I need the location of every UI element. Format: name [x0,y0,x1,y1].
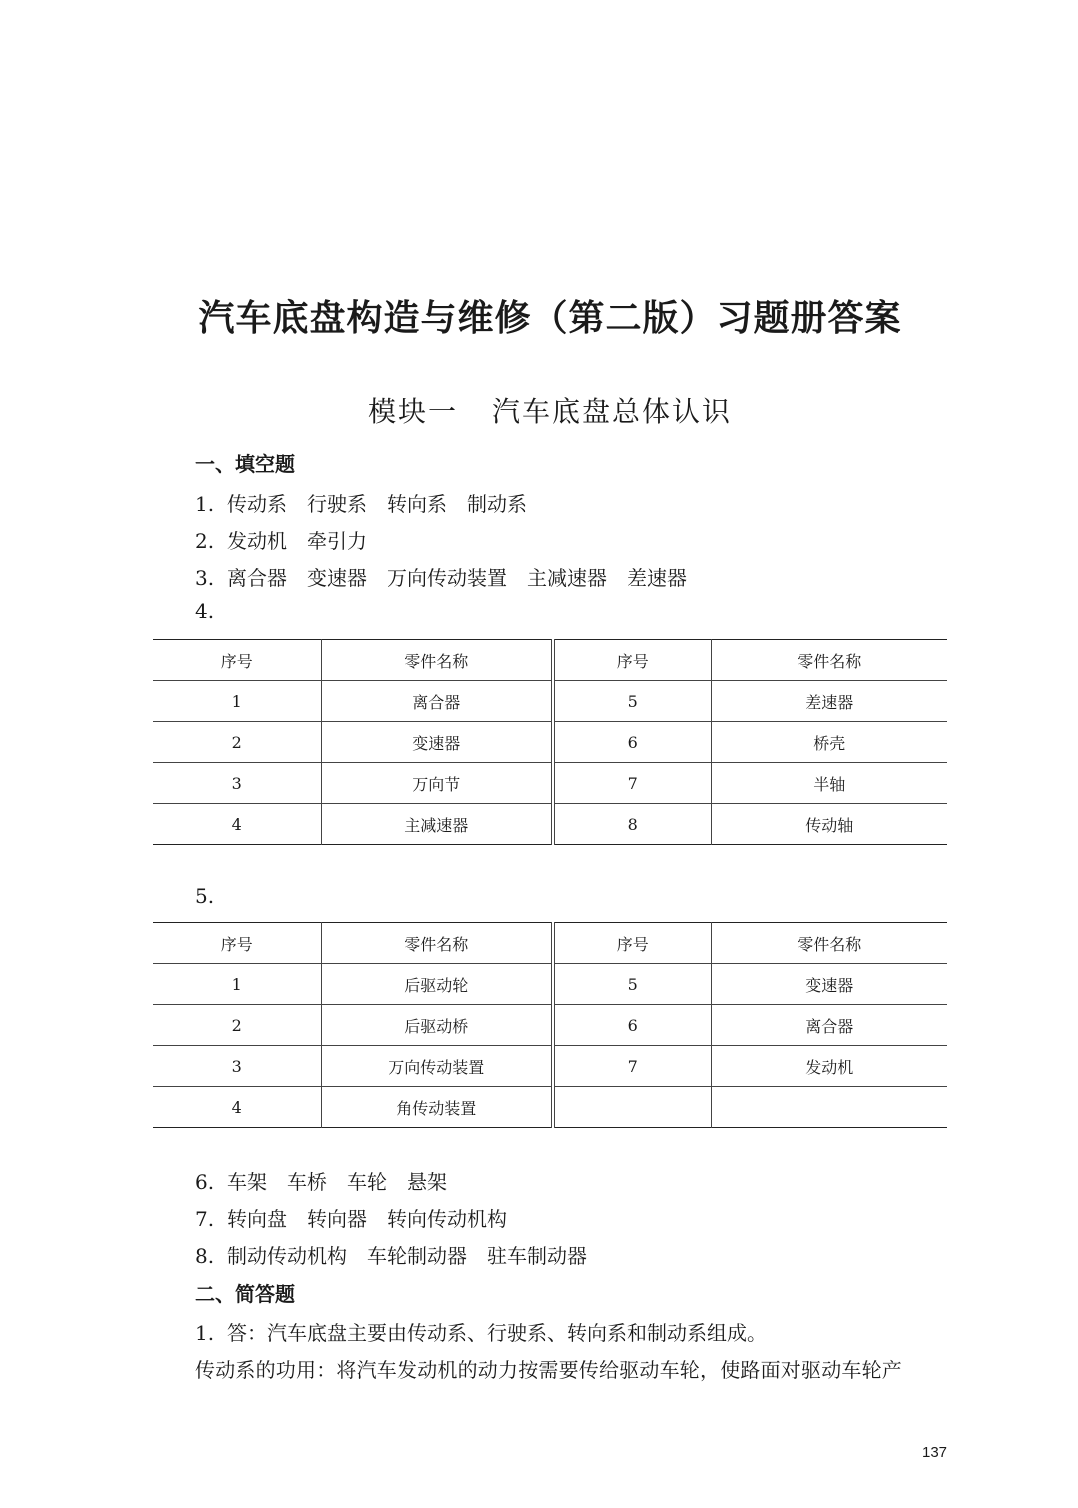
answer-term: 差速器 [627,566,687,590]
table-cell: 2 [153,1005,321,1046]
answer-line-6 [195,1166,467,1195]
table-cell: 4 [153,804,321,845]
header-cell: 零件名称 [321,640,553,681]
table-cell: 发动机 [711,1046,947,1087]
answer-line-5 [195,884,227,908]
answer-line-1 [195,488,547,517]
header-cell: 序号 [553,923,711,964]
answer-term: 离合器 [227,566,287,590]
item-number: 7. [195,1207,215,1231]
table-row [153,763,947,804]
header-cell: 序号 [553,640,711,681]
module-name: 汽车底盘总体认识 [492,395,733,428]
table-cell: 离合器 [711,1005,947,1046]
table-row [153,1087,947,1128]
module-title [0,390,1078,430]
table-cell: 主减速器 [321,804,553,845]
answer-line-3 [195,562,707,591]
table-cell: 传动轴 [805,815,854,835]
answer-term: 转向传动机构 [387,1207,507,1231]
table-cell [711,1087,947,1128]
table-cell: 7 [553,763,711,804]
answer-term: 车轮 [347,1170,387,1194]
item-number: 1. [195,492,215,516]
answer-term: 转向盘 [227,1207,287,1231]
table-cell: 差速器 [711,681,947,722]
answer-term: 驻车制动器 [487,1244,587,1268]
item-number: 4. [195,599,215,623]
table-cell: 后驱动桥 [321,1005,553,1046]
item-number: 1. [195,1321,215,1345]
table-cell: 1 [153,964,321,1005]
table-cell: 万向传动装置 [321,1046,553,1087]
parts-table-4 [153,639,947,845]
table-cell: 2 [153,722,321,763]
table-cell: 5 [553,681,711,722]
table-cell: 万向节 [321,763,553,804]
item-number: 2. [195,529,215,553]
short-answer-1-continued: 传动系的功用：将汽车发动机的动力按需要传给驱动车轮，使路面对驱动车轮产 [195,1358,902,1382]
header-cell: 零件名称 [321,923,553,964]
table-cell: 6 [553,1005,711,1046]
table-row [153,722,947,763]
table-cell: 6 [553,722,711,763]
answer-term: 制动系 [467,492,527,516]
table-row [153,681,947,722]
item-number: 8. [195,1244,215,1268]
table-header-row [153,923,947,964]
answer-term: 传动系 [227,492,287,516]
page-number: 137 [922,1444,948,1461]
answer-term: 车桥 [287,1170,327,1194]
answer-term: 变速器 [307,566,367,590]
item-number: 3. [195,566,215,590]
answer-line-4 [195,599,227,623]
header-cell: 零件名称 [711,923,947,964]
table-cell: 3 [153,1046,321,1087]
item-number: 5. [195,884,215,908]
table-cell: 1 [153,681,321,722]
table-cell: 5 [553,964,711,1005]
answer-line-8 [195,1240,607,1269]
answer-term: 主减速器 [527,566,607,590]
answer-term: 行驶系 [307,492,367,516]
short-answer-1 [195,1317,767,1346]
answer-term: 万向传动装置 [387,566,507,590]
table-cell: 4 [153,1087,321,1128]
module-label: 模块一 [367,395,458,428]
table-cell: 离合器 [321,681,553,722]
table-row [153,804,947,845]
header-cell: 序号 [153,923,321,964]
table-row [153,1046,947,1087]
answer-term: 车架 [227,1170,267,1194]
item-number: 6. [195,1170,215,1194]
header-cell: 零件名称 [711,640,947,681]
table-cell: 半轴 [711,763,947,804]
table-cell: 后驱动轮 [321,964,553,1005]
parts-table-5 [153,922,947,1128]
table-cell [553,1087,711,1128]
section-heading-short-answer: 二、简答题 [195,1282,295,1306]
section-heading-fill-blank: 一、填空题 [195,452,295,476]
answer-term: 悬架 [407,1170,447,1194]
answer-term: 发动机 [227,529,287,553]
table-cell: 变速器 [711,964,947,1005]
table-cell: 桥壳 [711,722,947,763]
table-row [153,1005,947,1046]
answer-term: 转向器 [307,1207,367,1231]
book-title: 汽车底盘构造与维修（第二版）习题册答案 [198,297,902,339]
table-cell: 3 [153,763,321,804]
table-cell: 7 [553,1046,711,1087]
answer-term: 牵引力 [307,529,367,553]
table-header-row [153,640,947,681]
table-cell: 角传动装置 [321,1087,553,1128]
answer-term: 制动传动机构 [227,1244,347,1268]
table-cell: 变速器 [321,722,553,763]
table-cell: 8 [553,804,711,845]
answer-line-2 [195,525,387,554]
answer-term: 车轮制动器 [367,1244,467,1268]
answer-line-7 [195,1203,527,1232]
answer-term: 转向系 [387,492,447,516]
table-row [153,964,947,1005]
header-cell: 序号 [153,640,321,681]
answer-text: 答：汽车底盘主要由传动系、行驶系、转向系和制动系组成。 [227,1321,767,1345]
